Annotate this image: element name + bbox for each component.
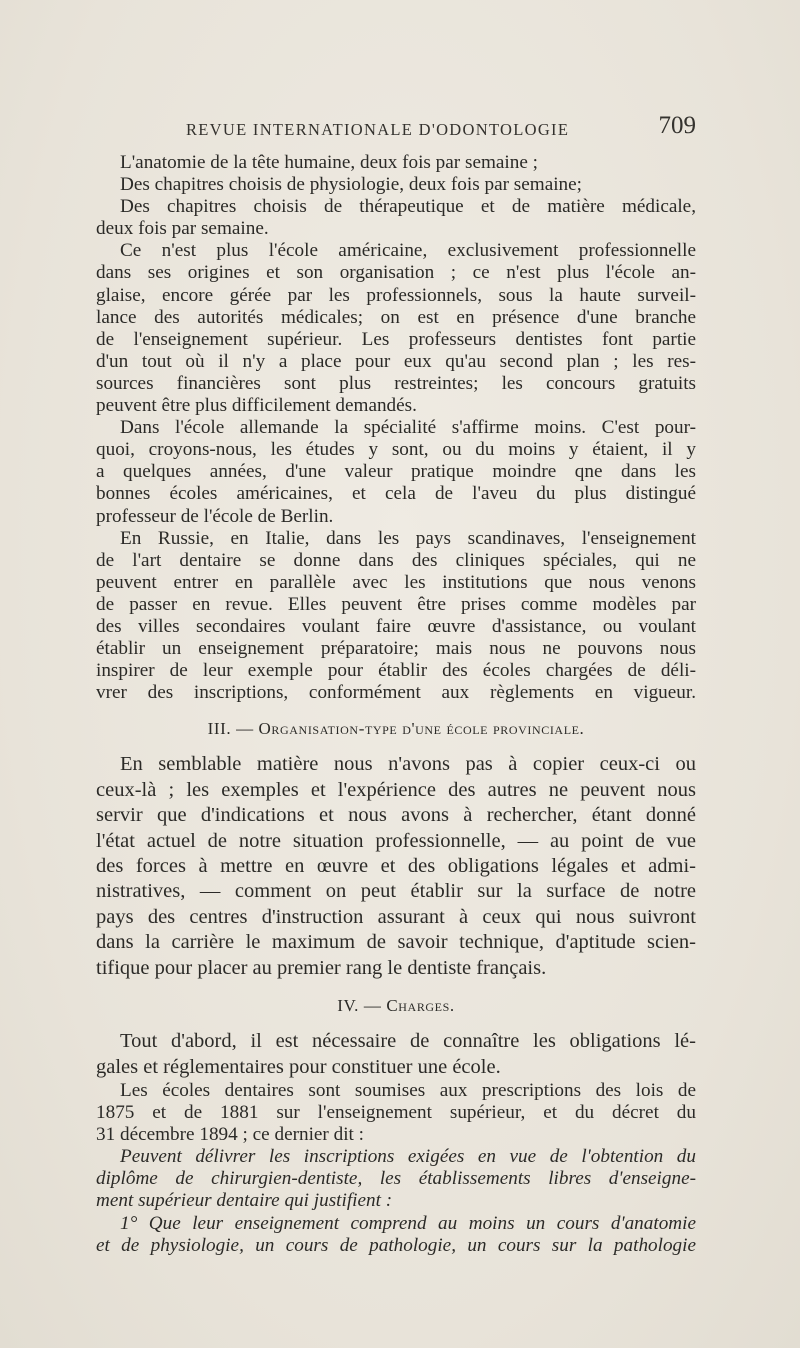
text-line: En Russie, en Italie, dans les pays scandinaves, l'enseignement <box>120 527 696 549</box>
text-line: vrer des inscriptions, conformément aux règlements en vigueur. <box>96 682 696 704</box>
text-line: pays des centres d'instruction assurant à ceux qui nous suivront <box>96 905 696 928</box>
page-header <box>96 112 696 146</box>
text-line: nistratives, — comment on peut établir sur la surface de notre <box>96 880 696 903</box>
page-number: 709 <box>658 112 696 139</box>
paragraph-decree-item-1 <box>96 1213 696 1257</box>
section-title: Organisation-type d'une école provinciale. <box>258 719 585 739</box>
section-number: III. — <box>207 719 254 739</box>
text-line: peuvent être plus difficilement demandés. <box>96 395 417 417</box>
text-line: Des chapitres choisis de physiologie, deux fois par semaine; <box>120 174 582 196</box>
paragraph-german-school-comparison <box>96 240 696 417</box>
text-line: et de physiologie, un cours de pathologie, un cours sur la pathologie <box>96 1234 696 1256</box>
text-line: a quelques années, d'une valeur pratique moindre qne dans les <box>96 461 696 483</box>
section-title: Charges. <box>386 996 455 1016</box>
text-line: 1° Que leur enseignement comprend au moins un cours d'anatomie <box>120 1212 696 1234</box>
text-line: tifique pour placer au premier rang le dentiste français. <box>96 956 547 979</box>
text-line: 1875 et de 1881 sur l'enseignement supérieur, et du décret du <box>96 1102 696 1124</box>
text-line: Dans l'école allemande la spécialité s'affirme moins. C'est pour- <box>120 417 696 439</box>
page-body <box>96 152 696 1257</box>
text-line: d'un tout où il n'y a place pour eux qu'au second plan ; les res- <box>96 350 696 372</box>
text-line: de passer en revue. Elles peuvent être prises comme modèles par <box>96 593 696 615</box>
text-line: ment supérieur dentaire qui justifient : <box>96 1190 393 1212</box>
paragraph-curriculum <box>96 152 696 240</box>
text-line: de l'art dentaire se donne dans des cliniques spéciales, qui ne <box>96 549 696 571</box>
text-line: servir que d'indications et nous avons à rechercher, étant donné <box>96 804 696 827</box>
paragraph-decree-quote <box>96 1146 696 1212</box>
text-line: Ce n'est plus l'école américaine, exclusivement professionnelle <box>120 240 696 262</box>
text-line: quoi, croyons-nous, les études y sont, ou du moins y étaient, il y <box>96 439 696 461</box>
text-line: inspirer de leur exemple pour établir des écoles chargées de déli- <box>96 660 696 682</box>
text-line: peuvent entrer en parallèle avec les institutions que nous venons <box>96 571 696 593</box>
paragraph-other-countries <box>96 528 696 705</box>
text-line: Les écoles dentaires sont soumises aux prescriptions des lois de <box>120 1080 696 1101</box>
text-line: Peuvent délivrer les inscriptions exigées en vue de l'obtention du <box>120 1146 696 1168</box>
text-line: Tout d'abord, il est nécessaire de connaître les obligations lé- <box>120 1030 696 1053</box>
text-line: lance des autorités médicales; on est en présence d'une branche <box>96 306 696 328</box>
text-line: Des chapitres choisis de thérapeutique et de matière médicale, <box>120 196 696 218</box>
text-line: gales et réglementaires pour constituer une école. <box>96 1055 501 1078</box>
text-line: En semblable matière nous n'avons pas à copier ceux-ci ou <box>120 753 696 776</box>
section-number: IV. — <box>337 996 382 1016</box>
text-line: ceux-là ; les exemples et l'expérience des autres ne peuvent nous <box>96 778 696 801</box>
text-line: deux fois par semaine. <box>96 218 269 240</box>
running-head: REVUE INTERNATIONALE D'ODONTOLOGIE <box>186 120 570 139</box>
text-line: sources financières sont plus restreintes; les concours gratuits <box>96 372 696 394</box>
text-line: des forces à mettre en œuvre et des obligations légales et admi- <box>96 855 696 878</box>
text-line: l'état actuel de notre situation professionnelle, — au point de vue <box>96 829 696 852</box>
text-line: L'anatomie de la tête humaine, deux fois par semaine ; <box>120 152 538 173</box>
paragraph-laws <box>96 1080 696 1146</box>
text-line: 31 décembre 1894 ; ce dernier dit : <box>96 1124 364 1146</box>
paragraph-german-school <box>96 417 696 527</box>
text-line: dans ses origines et son organisation ; ce n'est plus l'école an- <box>96 262 696 284</box>
text-line: de l'enseignement supérieur. Les professeurs dentistes font partie <box>96 328 696 350</box>
text-line: établir un enseignement préparatoire; mais nous ne pouvons nous <box>96 638 696 660</box>
text-line: dans la carrière le maximum de savoir technique, d'aptitude scien- <box>96 931 696 954</box>
section-heading-iii <box>96 718 696 740</box>
paragraph-legal-obligations <box>96 1029 696 1080</box>
paragraph-section-iii <box>96 752 696 981</box>
text-line: diplôme de chirurgien-dentiste, les établissements libres d'enseigne- <box>96 1168 696 1190</box>
text-line: glaise, encore gérée par les professionnels, sous la haute surveil- <box>96 284 696 306</box>
text-line: des villes secondaires voulant faire œuvre d'assistance, ou voulant <box>96 615 696 637</box>
text-line: professeur de l'école de Berlin. <box>96 505 334 527</box>
section-heading-iv <box>96 995 696 1017</box>
text-line: bonnes écoles américaines, et cela de l'aveu du plus distingué <box>96 483 696 505</box>
